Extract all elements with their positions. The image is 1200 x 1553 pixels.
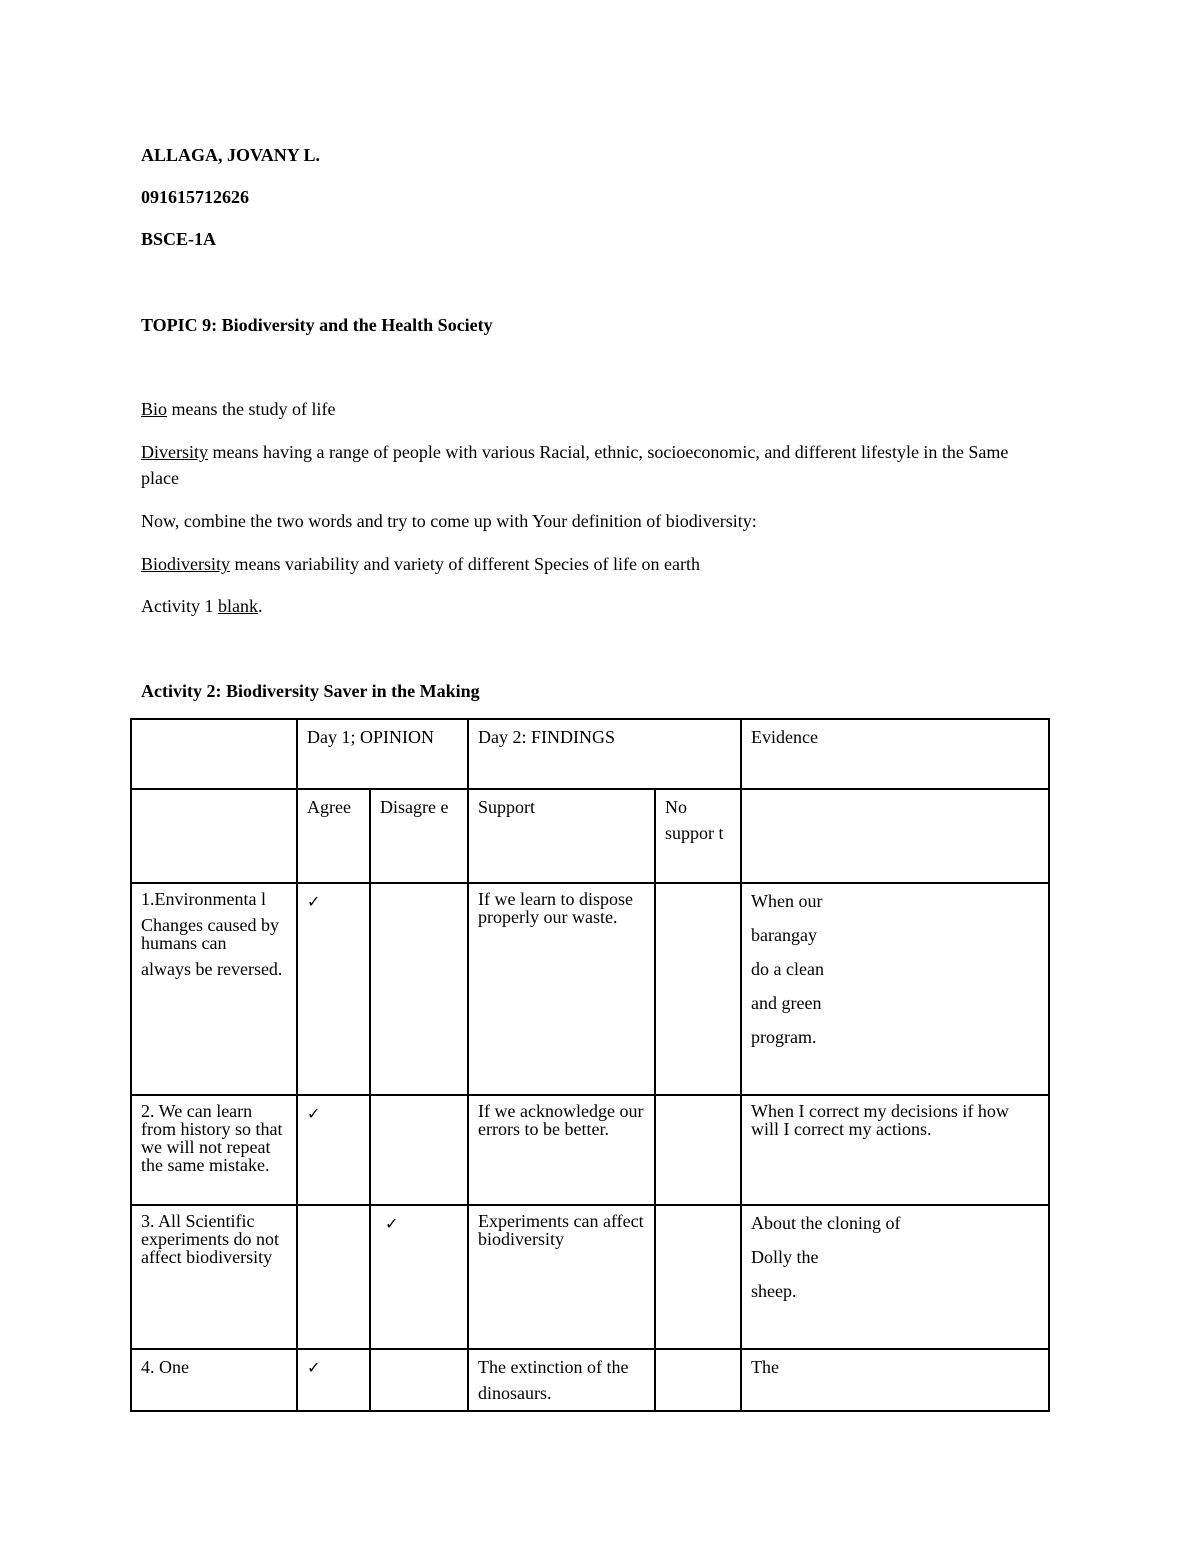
- check-mark-icon: ✓: [307, 892, 321, 911]
- diversity-text: means having a range of people with various Racial, ethnic, socioeconomic, and different lifestyle in the Same place: [141, 442, 1009, 488]
- biodiversity-definition: [141, 551, 700, 577]
- bio-text: means the study of life: [167, 399, 336, 419]
- bio-definition: [141, 396, 335, 422]
- subheader-support: Support: [468, 789, 655, 883]
- support-cell: The extinction of the dinosaurs.: [468, 1349, 655, 1411]
- table-row: [131, 1349, 1049, 1411]
- subheader-no-support: No suppor t: [655, 789, 741, 883]
- no-support-cell: [655, 1205, 741, 1349]
- statement-cell: [131, 883, 297, 1095]
- statement-text: always be reversed.: [141, 959, 283, 979]
- header-day1: Day 1; OPINION: [297, 719, 468, 789]
- statement-cell: 4. One: [131, 1349, 297, 1411]
- evidence-cell: The: [741, 1349, 1049, 1411]
- evidence-line: sheep.: [751, 1281, 797, 1301]
- disagree-cell: [370, 1095, 468, 1205]
- evidence-cell: [741, 1205, 1049, 1349]
- no-support-cell: [655, 883, 741, 1095]
- statement-text: 1.Environmenta l: [141, 889, 266, 909]
- header-day2: Day 2: FINDINGS: [468, 719, 741, 789]
- student-id: 091615712626: [141, 187, 249, 207]
- evidence-line: About the cloning of: [751, 1213, 901, 1233]
- disagree-cell: [370, 883, 468, 1095]
- table-header-row: [131, 719, 1049, 789]
- evidence-line: and green: [751, 993, 822, 1013]
- disagree-cell: [370, 1205, 468, 1349]
- student-section: BSCE-1A: [141, 229, 217, 249]
- table-row: [131, 1095, 1049, 1205]
- topic-title: TOPIC 9: Biodiversity and the Health Society: [141, 315, 493, 335]
- agree-cell: [297, 1095, 370, 1205]
- disagree-cell: [370, 1349, 468, 1411]
- check-mark-icon: ✓: [307, 1104, 321, 1123]
- header-evidence: Evidence: [741, 719, 1049, 789]
- activity1-suffix: .: [258, 596, 263, 616]
- subheader-blank-cell: [131, 789, 297, 883]
- evidence-cell: When I correct my decisions if how will I correct my actions.: [741, 1095, 1049, 1205]
- agree-cell: [297, 1205, 370, 1349]
- table-subheader-row: [131, 789, 1049, 883]
- support-cell: Experiments can affect biodiversity: [468, 1205, 655, 1349]
- support-cell: If we acknowledge our errors to be better.: [468, 1095, 655, 1205]
- evidence-line: barangay: [751, 925, 817, 945]
- agree-cell: [297, 883, 370, 1095]
- student-name: ALLAGA, JOVANY L.: [141, 145, 321, 165]
- agree-cell: [297, 1349, 370, 1411]
- header-blank-cell: [131, 719, 297, 789]
- evidence-line: do a clean: [751, 959, 824, 979]
- bio-term: Bio: [141, 399, 168, 419]
- table-row: [131, 883, 1049, 1095]
- support-cell: If we learn to dispose properly our waste.: [468, 883, 655, 1095]
- activity1-blank: blank: [218, 596, 258, 616]
- subheader-agree: Agree: [297, 789, 370, 883]
- check-mark-icon: ✓: [307, 1358, 321, 1377]
- subheader-evidence-blank: [741, 789, 1049, 883]
- diversity-term: Diversity: [141, 442, 208, 462]
- evidence-line: program.: [751, 1027, 817, 1047]
- table-row: [131, 1205, 1049, 1349]
- no-support-cell: [655, 1095, 741, 1205]
- check-mark-icon: ✓: [385, 1214, 399, 1233]
- subheader-disagree: Disagre e: [370, 789, 468, 883]
- no-support-cell: [655, 1349, 741, 1411]
- biodiversity-term: Biodiversity: [141, 554, 230, 574]
- evidence-line: Dolly the: [751, 1247, 819, 1267]
- activity1-line: [141, 593, 263, 619]
- combine-prompt: Now, combine the two words and try to come up with Your definition of biodiversity:: [141, 511, 757, 531]
- diversity-definition: [141, 439, 1021, 491]
- statement-cell: 2. We can learn from history so that we will not repeat the same mistake.: [131, 1095, 297, 1205]
- activity2-title: Activity 2: Biodiversity Saver in the Making: [141, 681, 480, 701]
- evidence-cell: [741, 883, 1049, 1095]
- statement-cell: 3. All Scientific experiments do not affect biodiversity: [131, 1205, 297, 1349]
- evidence-line: When our: [751, 891, 823, 911]
- activity2-table: [130, 718, 1050, 1412]
- statement-text: Changes caused by humans can: [141, 915, 279, 953]
- biodiversity-text: means variability and variety of different Species of life on earth: [230, 554, 700, 574]
- activity1-prefix: Activity 1: [141, 596, 218, 616]
